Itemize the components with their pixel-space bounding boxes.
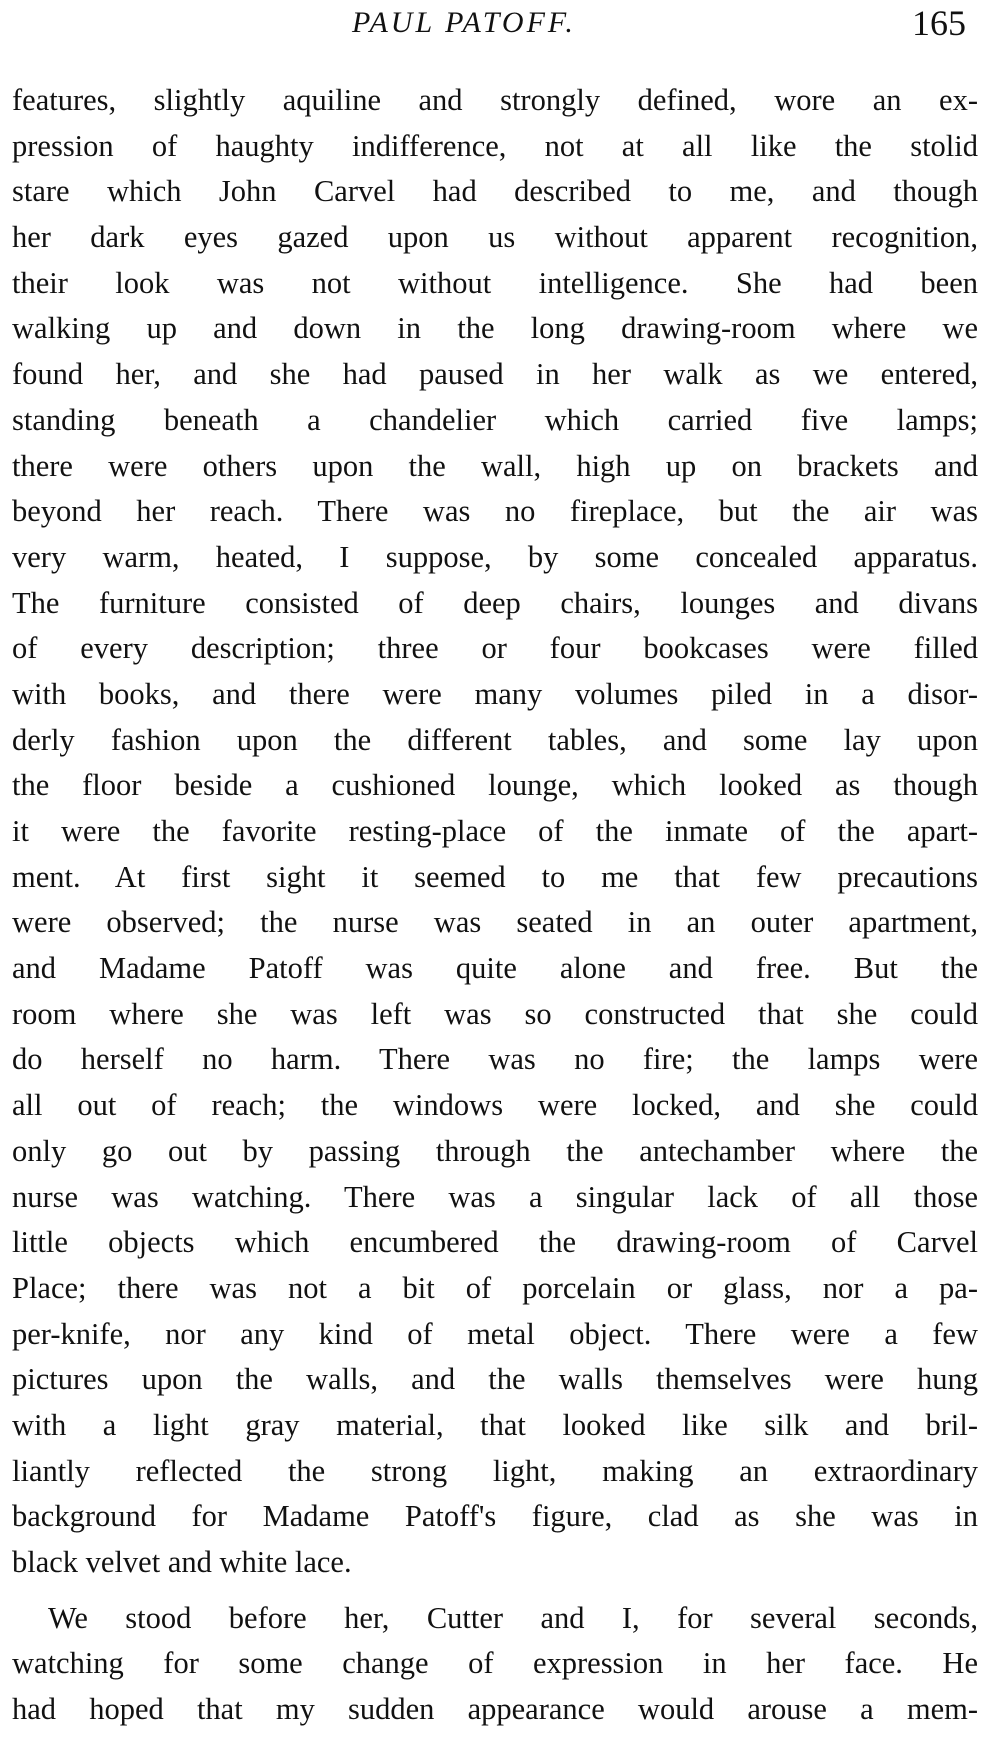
text-line: little objects which encumbered the drawing-room of Carvel xyxy=(12,1225,978,1260)
text-line: found her, and she had paused in her walk as we entered, xyxy=(12,357,978,392)
text-line: with books, and there were many volumes piled in a disor- xyxy=(12,676,978,711)
text-line: black velvet and white lace. xyxy=(12,1545,352,1579)
text-line: and Madame Patoff was quite alone and free. But the xyxy=(12,951,978,986)
text-line: very warm, heated, I suppose, by some concealed apparatus. xyxy=(12,539,978,574)
text-line: features, slightly aquiline and strongly defined, wore an ex- xyxy=(12,83,978,117)
text-line: do herself no harm. There was no fire; the lamps were xyxy=(12,1042,978,1077)
text-line: liantly reflected the strong light, making an extraordinary xyxy=(12,1453,978,1488)
paragraph-2 xyxy=(12,1596,978,1733)
text-line: walking up and down in the long drawing-room where we xyxy=(12,311,978,346)
text-line: were observed; the nurse was seated in an outer apartment, xyxy=(12,905,978,940)
page-number: 165 xyxy=(912,3,966,43)
text-line: nurse was watching. There was a singular lack of all those xyxy=(12,1179,978,1214)
text-line: there were others upon the wall, high up on brackets and xyxy=(12,448,978,483)
body-text xyxy=(12,78,978,1733)
text-line: pression of haughty indifference, not at all like the stolid xyxy=(12,128,978,163)
text-line: the floor beside a cushioned lounge, which looked as though xyxy=(12,768,978,803)
text-line: per-knife, nor any kind of metal object. There were a few xyxy=(12,1316,978,1351)
text-line: The furniture consisted of deep chairs, lounges and divans xyxy=(12,585,978,620)
text-line: all out of reach; the windows were locked, and she could xyxy=(12,1088,978,1123)
text-line: Place; there was not a bit of porcelain or glass, nor a pa- xyxy=(12,1270,978,1305)
paragraph-gap xyxy=(12,1586,978,1596)
running-title: PAUL PATOFF. xyxy=(352,6,576,39)
text-line: standing beneath a chandelier which carried five lamps; xyxy=(12,402,978,437)
text-line: her dark eyes gazed upon us without apparent recognition, xyxy=(12,220,978,255)
text-line: pictures upon the walls, and the walls themselves were hung xyxy=(12,1362,978,1397)
text-line: room where she was left was so constructed that she could xyxy=(12,996,978,1031)
text-line: background for Madame Patoff's figure, clad as she was in xyxy=(12,1499,978,1534)
text-line: with a light gray material, that looked like silk and bril- xyxy=(12,1407,978,1442)
text-line: We stood before her, Cutter and I, for several seconds, xyxy=(48,1600,978,1635)
text-line: it were the favorite resting-place of the inmate of the apart- xyxy=(12,814,978,848)
text-line: of every description; three or four bookcases were filled xyxy=(12,631,978,666)
paragraph-1 xyxy=(12,78,978,1586)
text-line: stare which John Carvel had described to me, and though xyxy=(12,174,978,209)
running-head xyxy=(0,3,1000,50)
text-line: watching for some change of expression in her face. He xyxy=(12,1646,978,1681)
text-line: had hoped that my sudden appearance would arouse a mem- xyxy=(12,1692,978,1727)
text-line: their look was not without intelligence. She had been xyxy=(12,265,978,300)
text-line: derly fashion upon the different tables, and some lay upon xyxy=(12,722,978,757)
text-line: only go out by passing through the antechamber where the xyxy=(12,1133,978,1168)
text-line: ment. At first sight it seemed to me that few precautions xyxy=(12,859,978,894)
text-line: beyond her reach. There was no fireplace, but the air was xyxy=(12,494,978,529)
